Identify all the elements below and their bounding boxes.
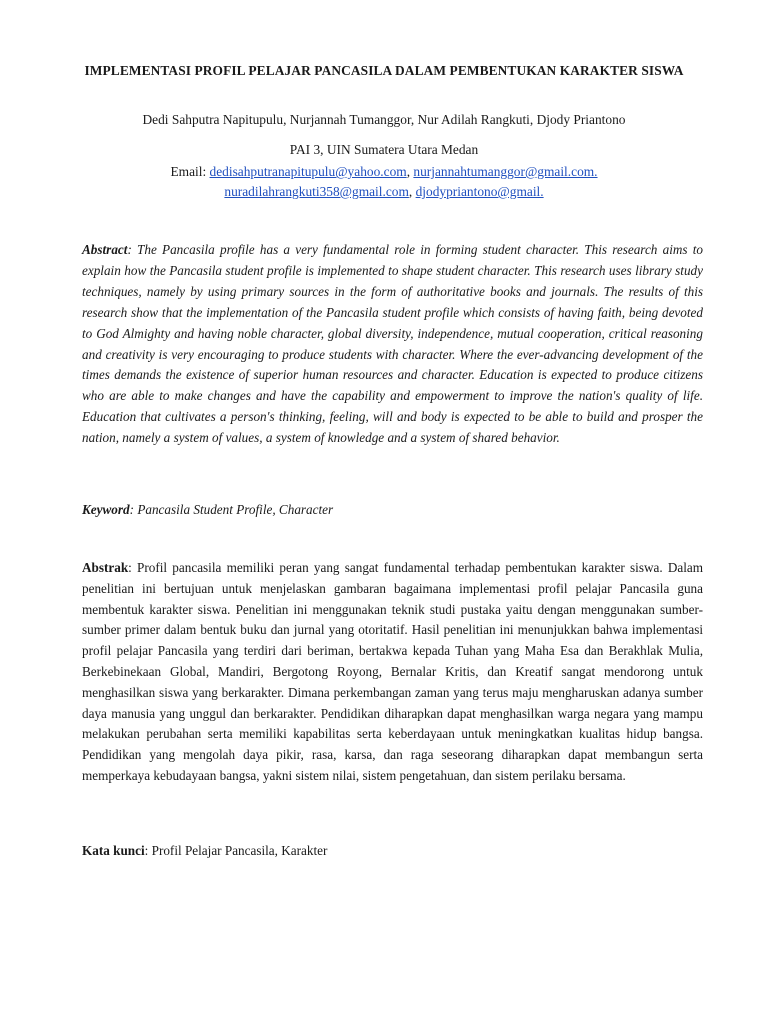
- email-label: Email:: [170, 164, 210, 179]
- keywords-english-text: : Pancasila Student Profile, Character: [129, 502, 334, 517]
- email-link-4[interactable]: djodypriantono@gmail.: [415, 184, 544, 199]
- email-link-1[interactable]: dedisahputranapitupulu@yahoo.com: [209, 164, 407, 179]
- email-separator: ,: [408, 184, 416, 199]
- abstract-english-label: Abstract: [82, 242, 128, 257]
- email-block: [60, 162, 708, 202]
- keywords-english: [82, 500, 703, 520]
- keywords-indonesian-label: Kata kunci: [82, 843, 145, 858]
- abstract-indonesian-text: : Profil pancasila memiliki peran yang sangat fundamental terhadap pembentukan karakter siswa. Dalam penelitian ini bertujuan untuk menjelaskan gambaran bagaimana implementasi profil pelajar Pancasila guna membentuk karakter siswa. Penelitian ini menggunakan teknik studi pustaka yaitu dengan menggunakan sumber-sumber primer dalam bentuk buku dan jurnal yang otoritatif. Hasil penelitian ini menunjukkan bahwa implementasi profil pelajar Pancasila yang terdiri dari beriman, bertakwa kepada Tuhan yang Maha Esa dan Berakhlak Mulia, Berkebinekaan Global, Mandiri, Bergotong Royong, Bernalar Kritis, dan Kreatif sangat mendorong untuk menghasilkan siswa yang berkarakter. Dimana perkembangan zaman yang terus maju mengharuskan adanya sumber daya manusia yang unggul dan berkarakter. Pendidikan diharapkan dapat menghasilkan warga negara yang mampu melakukan perubahan serta memiliki kapabilitas serta keberdayaan untuk meningkatkan kualitas hidup bangsa. Pendidikan yang mengolah daya pikir, rasa, karsa, dan raga seseorang diharapkan dapat membangun serta memperkaya kebudayaan bangsa, yakni sistem nilai, sistem pengetahuan, dan sistem perilaku bersama.: [82, 560, 703, 783]
- email-link-2[interactable]: nurjannahtumanggor@gmail.com.: [413, 164, 598, 179]
- keywords-indonesian: [82, 841, 703, 861]
- abstract-indonesian: [82, 558, 703, 787]
- abstract-english-text: : The Pancasila profile has a very fundamental role in forming student character. This research aims to explain how the Pancasila student profile is implemented to shape student character. This research uses library study techniques, namely by using primary sources in the form of authoritative books and journals. The results of this research show that the implementation of the Pancasila student profile which consists of having faith, being devoted to God Almighty and having noble character, global diversity, independence, mutual cooperation, critical reasoning and creativity is very encouraging to produce students with character. Where the ever-advancing development of the times demands the existence of superior human resources and character. Education is expected to produce citizens who are able to make changes and have the capability and empowerment to improve the nation's quality of life. Education that cultivates a person's thinking, feeling, will and body is expected to be able to build and prosper the nation, namely a system of values, a system of knowledge and a system of shared behavior.: [82, 242, 703, 446]
- keywords-english-label: Keyword: [82, 502, 130, 517]
- abstract-english: [82, 240, 703, 449]
- affiliation: PAI 3, UIN Sumatera Utara Medan: [289, 142, 479, 157]
- paper-title: IMPLEMENTASI PROFIL PELAJAR PANCASILA DALAM PEMBENTUKAN KARAKTER SISWA: [84, 63, 684, 78]
- keywords-indonesian-text: : Profil Pelajar Pancasila, Karakter: [144, 843, 328, 858]
- email-link-3[interactable]: nuradilahrangkuti358@gmail.com: [224, 184, 409, 199]
- email-separator: ,: [406, 164, 414, 179]
- abstract-indonesian-label: Abstrak: [82, 560, 129, 575]
- author-list: Dedi Sahputra Napitupulu, Nurjannah Tumanggor, Nur Adilah Rangkuti, Djody Priantono: [142, 112, 626, 127]
